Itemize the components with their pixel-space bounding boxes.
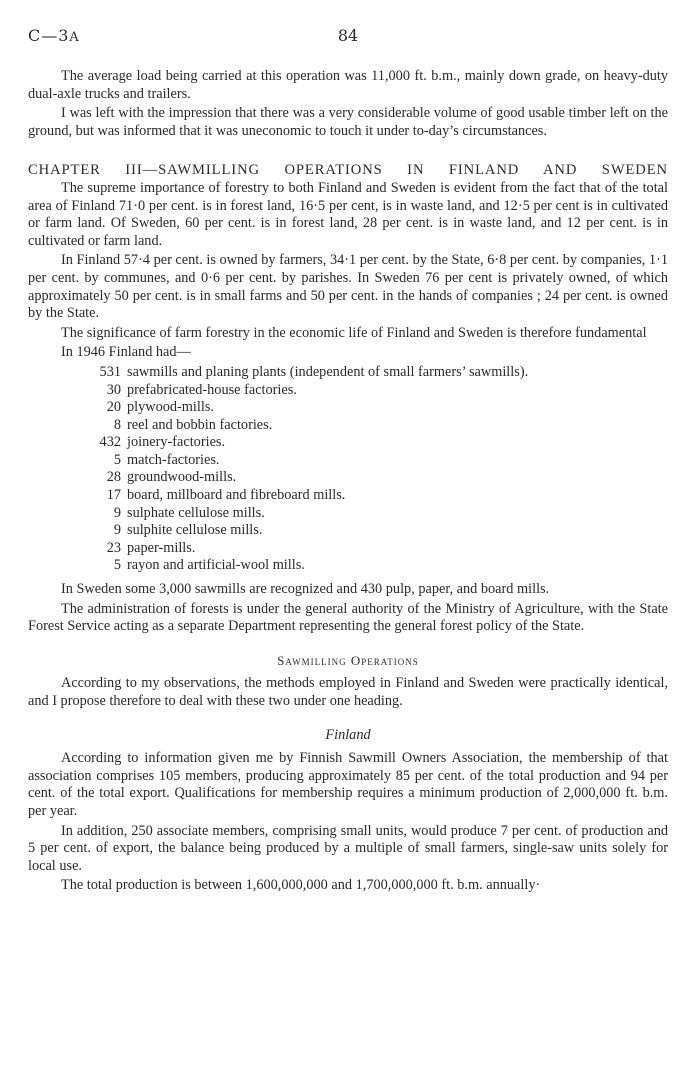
list-item: [28, 452, 668, 470]
list-item-quantity: 20: [106, 399, 121, 416]
list-item-quantity: 23: [106, 539, 121, 556]
section-heading: Sawmilling Operations: [277, 652, 419, 668]
list-intro: In 1946 Finland had—: [61, 344, 191, 361]
list-item-description: sawmills and planing plants (independent of small farmers’ sawmills).: [127, 363, 529, 380]
list-item: [28, 522, 668, 540]
list-item: [28, 417, 668, 435]
list-item-description: groundwood-mills.: [127, 469, 237, 486]
list-item-quantity: 5: [113, 451, 121, 468]
paragraph: In addition, 250 associate members, comprising small units, would produce 7 per cent. of production and 5 per cent. of export, the balance being produced by a multiple of small farmers, single-saw units solely for local use.: [28, 822, 668, 874]
list-item-quantity: 5: [113, 557, 121, 574]
paragraph: The supreme importance of forestry to both Finland and Sweden is evident from the fact that of the total area of Finland 71·0 per cent. is in forest land, 16·5 per cent, is in waste land, and 12·5 per cent is in cultivated or farm land. Of Sweden, 60 per cent. is in forest land, 28 per cent. is in waste land, and 12 per cent. is in cultivated or farm land.: [28, 179, 668, 249]
list-item-quantity: 9: [113, 522, 121, 539]
list-item-description: sulphate cellulose mills.: [127, 504, 265, 521]
paragraph: According to my observations, the methods employed in Finland and Sweden were practically identical, and I propose therefore to deal with these two under one heading.: [28, 675, 668, 709]
list-item-description: prefabricated-house factories.: [127, 381, 297, 398]
list-item-quantity: 30: [106, 381, 121, 398]
list-item-quantity: 8: [113, 416, 121, 433]
list-item: [28, 487, 668, 505]
list-item-quantity: 28: [106, 469, 121, 486]
finland-industry-list: [28, 364, 668, 575]
list-item: [28, 434, 668, 452]
list-item-description: reel and bobbin factories.: [127, 416, 273, 433]
list-item-description: paper-mills.: [127, 539, 196, 556]
paragraph: I was left with the impression that there was a very considerable volume of good usable timber left on the ground, but was informed that it was uneconomic to touch it under to-day’s circumstances.: [28, 105, 668, 139]
list-item: [28, 540, 668, 558]
paragraph: In Finland 57·4 per cent. is owned by farmers, 34·1 per cent. by the State, 6·8 per cent. by companies, 1·1 per cent. by communes, and 0·6 per cent. by parishes. In Sweden 76 per cent is privately owned, of which approximately 50 per cent. is in small farms and 50 per cent. in the hands of companies ; 24 per cent. is owned by the State.: [28, 252, 668, 322]
list-item-quantity: 531: [99, 363, 121, 380]
list-item-quantity: 9: [113, 504, 121, 521]
list-item: [28, 399, 668, 417]
paragraph: The administration of forests is under the general authority of the Ministry of Agriculture, with the State Forest Service acting as a separate Department representing the general forest policy of the State.: [28, 600, 668, 635]
paragraph: The total production is between 1,600,000,000 and 1,700,000,000 ft. b.m. annually·: [61, 877, 541, 894]
list-item-description: sulphite cellulose mills.: [127, 522, 263, 539]
list-item-description: rayon and artificial-wool mills.: [127, 557, 305, 574]
document-reference-suffix: A: [69, 30, 80, 45]
list-item-description: board, millboard and fibreboard mills.: [127, 487, 346, 504]
list-item: [28, 469, 668, 487]
list-item-description: plywood-mills.: [127, 399, 214, 416]
paragraph: In Sweden some 3,000 sawmills are recognized and 430 pulp, paper, and board mills.: [61, 581, 550, 598]
document-reference-main: C—3: [28, 26, 70, 45]
subheading-finland: Finland: [325, 726, 371, 743]
paragraph: The significance of farm forestry in the economic life of Finland and Sweden is therefore fundamental: [61, 324, 647, 341]
paragraph: The average load being carried at this operation was 11,000 ft. b.m., mainly down grade, on heavy-duty dual-axle trucks and trailers.: [28, 68, 668, 102]
page-body: [28, 68, 668, 897]
list-item-quantity: 17: [106, 487, 121, 504]
list-item-quantity: 432: [99, 434, 121, 451]
paragraph: According to information given me by Finnish Sawmill Owners Association, the membership of that association comprises 105 members, producing approximately 85 per cent. of the total production and 94 per cent. of the total export. Qualifications for membership requires a minimum production of 2,000,000 ft. b.m. per year.: [28, 750, 668, 819]
list-item: [28, 505, 668, 523]
list-item: [28, 364, 668, 382]
list-item: [28, 557, 668, 575]
chapter-title: CHAPTER III—SAWMILLING OPERATIONS IN FINLAND AND SWEDEN: [28, 162, 668, 179]
list-item-description: match-factories.: [127, 451, 220, 468]
list-item: [28, 382, 668, 400]
list-item-description: joinery-factories.: [127, 434, 226, 451]
page-header: [28, 26, 668, 50]
page-number: 84: [337, 26, 359, 45]
